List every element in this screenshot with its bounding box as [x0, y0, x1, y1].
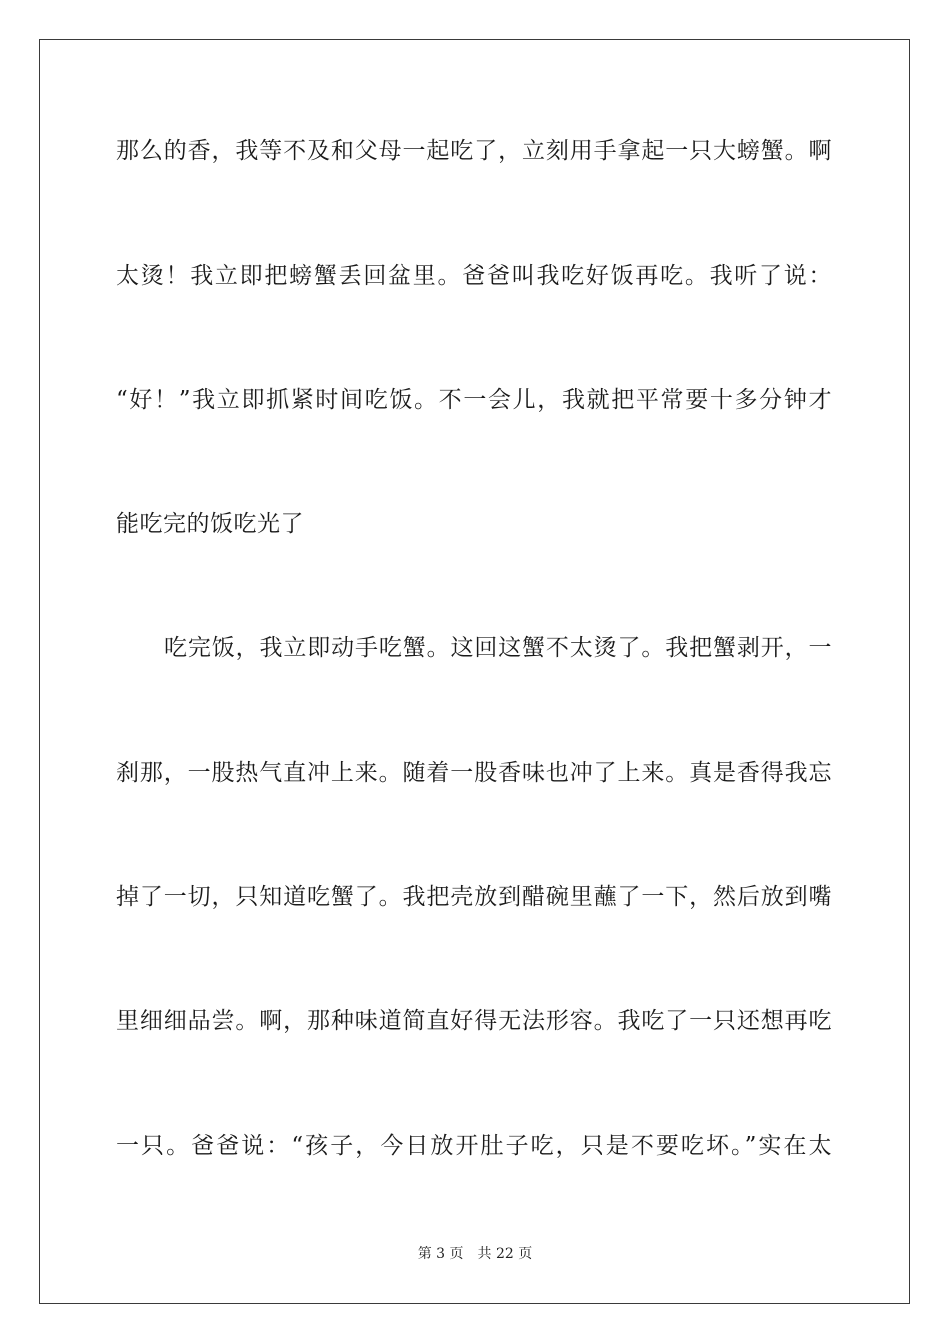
- page-total: 共 22 页: [477, 1246, 533, 1262]
- text-line-3: “好！”我立即抓紧时间吃饭。不一会儿，我就把平常要十多分钟才: [116, 387, 832, 413]
- text-line-8: 里细细品尝。啊，那种味道简直好得无法形容。我吃了一只还想再吃: [116, 1008, 832, 1034]
- text-line-4: 能吃完的饭吃光了: [116, 511, 304, 537]
- page-border: [39, 39, 910, 1304]
- text-line-1: 那么的香，我等不及和父母一起吃了，立刻用手拿起一只大螃蟹。啊: [116, 138, 832, 164]
- text-line-6: 刹那，一股热气直冲上来。随着一股香味也冲了上来。真是香得我忘: [116, 760, 832, 786]
- text-line-5-paragraph-start: 吃完饭，我立即动手吃蟹。这回这蟹不太烫了。我把蟹剥开，一: [164, 635, 832, 661]
- text-line-9: 一只。爸爸说：“孩子，今日放开肚子吃，只是不要吃坏。”实在太: [116, 1133, 832, 1159]
- page-number: 第 3 页: [417, 1246, 464, 1262]
- page-footer: [0, 1244, 950, 1264]
- text-line-2: 太烫！我立即把螃蟹丢回盆里。爸爸叫我吃好饭再吃。我听了说：: [116, 263, 832, 289]
- text-line-7: 掉了一切，只知道吃蟹了。我把壳放到醋碗里蘸了一下，然后放到嘴: [116, 884, 832, 910]
